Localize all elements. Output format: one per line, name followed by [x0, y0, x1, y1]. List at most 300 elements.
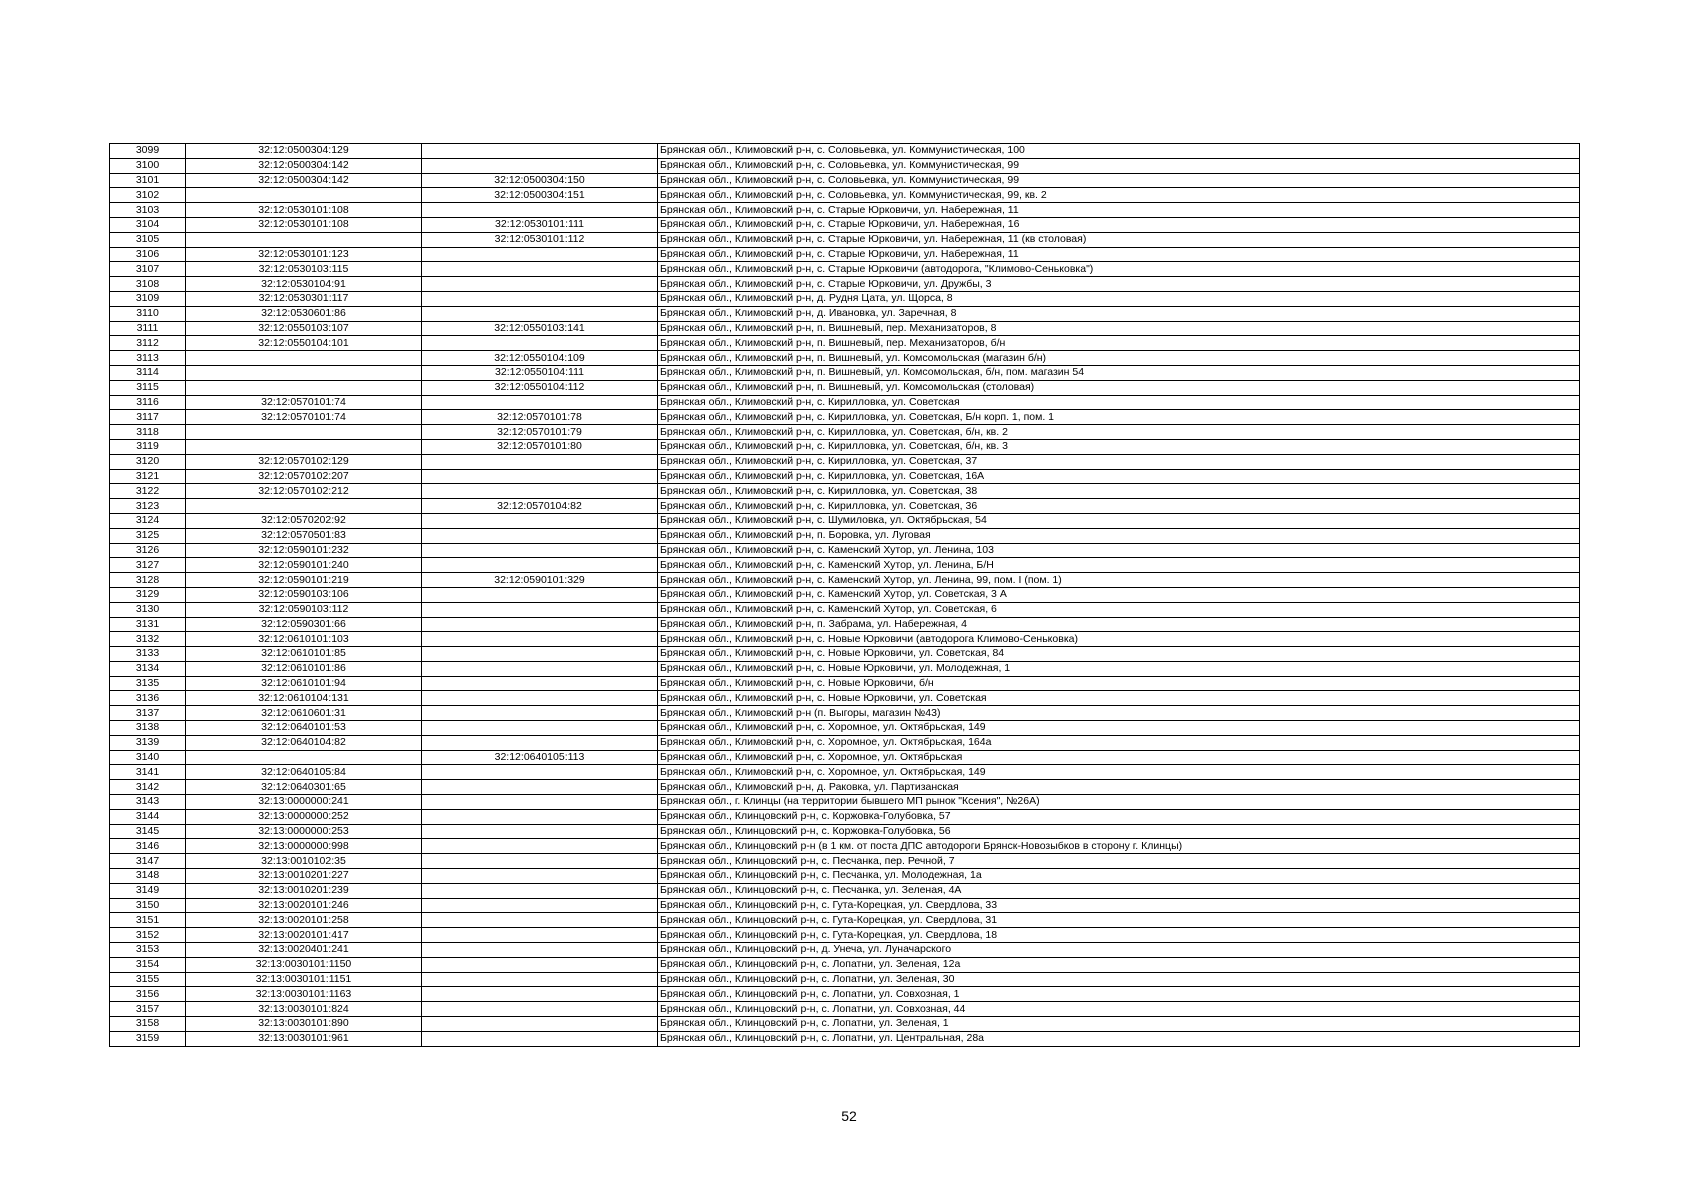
address-cell: Брянская обл., Клинцовский р-н, с. Гута-Корецкая, ул. Свердлова, 31 — [658, 913, 1580, 928]
object-cadastral-number-cell — [422, 765, 658, 780]
row-number-cell: 3155 — [110, 972, 186, 987]
row-number-cell: 3123 — [110, 499, 186, 514]
table-row — [110, 351, 1580, 366]
land-cadastral-number-cell: 32:13:0010201:227 — [186, 869, 422, 884]
land-cadastral-number-cell — [186, 439, 422, 454]
table-row — [110, 262, 1580, 277]
table-row — [110, 365, 1580, 380]
address-cell: Брянская обл., Климовский р-н, с. Кирилловка, ул. Советская — [658, 395, 1580, 410]
row-number-cell: 3147 — [110, 854, 186, 869]
row-number-cell: 3140 — [110, 750, 186, 765]
address-cell: Брянская обл., Клинцовский р-н, с. Лопатни, ул. Зеленая, 30 — [658, 972, 1580, 987]
address-cell: Брянская обл., Клинцовский р-н, с. Лопатни, ул. Совхозная, 1 — [658, 987, 1580, 1002]
object-cadastral-number-cell: 32:12:0570101:79 — [422, 425, 658, 440]
object-cadastral-number-cell: 32:12:0550103:141 — [422, 321, 658, 336]
row-number-cell: 3127 — [110, 558, 186, 573]
address-cell: Брянская обл., Климовский р-н, п. Забрама, ул. Набережная, 4 — [658, 617, 1580, 632]
address-cell: Брянская обл., Климовский р-н, п. Вишневый, ул. Комсомольская, б/н, пом. магазин 54 — [658, 365, 1580, 380]
object-cadastral-number-cell — [422, 247, 658, 262]
row-number-cell: 3133 — [110, 647, 186, 662]
row-number-cell: 3104 — [110, 217, 186, 232]
table-row — [110, 380, 1580, 395]
object-cadastral-number-cell — [422, 587, 658, 602]
table-row — [110, 203, 1580, 218]
object-cadastral-number-cell — [422, 632, 658, 647]
table-row — [110, 765, 1580, 780]
row-number-cell: 3105 — [110, 232, 186, 247]
object-cadastral-number-cell — [422, 898, 658, 913]
address-cell: Брянская обл., Климовский р-н, с. Старые Юрковичи, ул. Дружбы, 3 — [658, 277, 1580, 292]
table-row — [110, 247, 1580, 262]
address-cell: Брянская обл., Клинцовский р-н, с. Коржовка-Голубовка, 56 — [658, 824, 1580, 839]
object-cadastral-number-cell: 32:12:0550104:111 — [422, 365, 658, 380]
object-cadastral-number-cell — [422, 395, 658, 410]
object-cadastral-number-cell: 32:12:0640105:113 — [422, 750, 658, 765]
land-cadastral-number-cell: 32:12:0640101:53 — [186, 721, 422, 736]
object-cadastral-number-cell — [422, 972, 658, 987]
land-cadastral-number-cell — [186, 365, 422, 380]
address-cell: Брянская обл., Климовский р-н, с. Соловьевка, ул. Коммунистическая, 99 — [658, 173, 1580, 188]
object-cadastral-number-cell — [422, 809, 658, 824]
land-cadastral-number-cell: 32:13:0020101:417 — [186, 928, 422, 943]
address-cell: Брянская обл., Клинцовский р-н, с. Лопатни, ул. Зеленая, 1 — [658, 1017, 1580, 1032]
land-cadastral-number-cell: 32:12:0500304:142 — [186, 158, 422, 173]
address-cell: Брянская обл., Клинцовский р-н, с. Песчанка, ул. Зеленая, 4А — [658, 883, 1580, 898]
row-number-cell: 3124 — [110, 513, 186, 528]
row-number-cell: 3150 — [110, 898, 186, 913]
object-cadastral-number-cell — [422, 262, 658, 277]
row-number-cell: 3102 — [110, 188, 186, 203]
land-cadastral-number-cell: 32:12:0500304:142 — [186, 173, 422, 188]
table-row — [110, 676, 1580, 691]
table-row — [110, 795, 1580, 810]
land-cadastral-number-cell: 32:13:0030101:1150 — [186, 957, 422, 972]
address-cell: Брянская обл., г. Клинцы (на территории бывшего МП рынок "Ксения", №26А) — [658, 795, 1580, 810]
object-cadastral-number-cell — [422, 203, 658, 218]
address-cell: Брянская обл., Климовский р-н, д. Ивановка, ул. Заречная, 8 — [658, 306, 1580, 321]
address-cell: Брянская обл., Климовский р-н, с. Новые Юрковичи (автодорога Климово-Сеньковка) — [658, 632, 1580, 647]
table-row — [110, 454, 1580, 469]
address-cell: Брянская обл., Климовский р-н, с. Кирилловка, ул. Советская, 36 — [658, 499, 1580, 514]
object-cadastral-number-cell — [422, 735, 658, 750]
table-row — [110, 706, 1580, 721]
table-row — [110, 395, 1580, 410]
table-row — [110, 735, 1580, 750]
address-cell: Брянская обл., Климовский р-н, д. Рудня Цата, ул. Щорса, 8 — [658, 291, 1580, 306]
table-row — [110, 898, 1580, 913]
land-cadastral-number-cell: 32:12:0530101:108 — [186, 203, 422, 218]
address-cell: Брянская обл., Климовский р-н, с. Хоромное, ул. Октябрьская, 164а — [658, 735, 1580, 750]
address-cell: Брянская обл., Климовский р-н, с. Старые Юрковичи, ул. Набережная, 11 — [658, 247, 1580, 262]
row-number-cell: 3126 — [110, 543, 186, 558]
row-number-cell: 3103 — [110, 203, 186, 218]
row-number-cell: 3116 — [110, 395, 186, 410]
land-cadastral-number-cell: 32:12:0530103:115 — [186, 262, 422, 277]
object-cadastral-number-cell — [422, 854, 658, 869]
table-row — [110, 721, 1580, 736]
land-cadastral-number-cell: 32:12:0500304:129 — [186, 144, 422, 159]
address-cell: Брянская обл., Клинцовский р-н, с. Гута-Корецкая, ул. Свердлова, 18 — [658, 928, 1580, 943]
land-cadastral-number-cell: 32:12:0570501:83 — [186, 528, 422, 543]
address-cell: Брянская обл., Климовский р-н, с. Старые Юрковичи, ул. Набережная, 11 (кв столовая) — [658, 232, 1580, 247]
row-number-cell: 3110 — [110, 306, 186, 321]
address-cell: Брянская обл., Климовский р-н, с. Хоромное, ул. Октябрьская — [658, 750, 1580, 765]
table-row — [110, 232, 1580, 247]
land-cadastral-number-cell: 32:13:0020101:258 — [186, 913, 422, 928]
object-cadastral-number-cell — [422, 676, 658, 691]
land-cadastral-number-cell: 32:13:0020101:246 — [186, 898, 422, 913]
table-row — [110, 617, 1580, 632]
row-number-cell: 3156 — [110, 987, 186, 1002]
land-cadastral-number-cell: 32:13:0000000:252 — [186, 809, 422, 824]
object-cadastral-number-cell — [422, 543, 658, 558]
address-cell: Брянская обл., Клинцовский р-н, с. Коржовка-Голубовка, 57 — [658, 809, 1580, 824]
land-cadastral-number-cell: 32:13:0000000:998 — [186, 839, 422, 854]
object-cadastral-number-cell — [422, 277, 658, 292]
object-cadastral-number-cell: 32:12:0530101:111 — [422, 217, 658, 232]
address-cell: Брянская обл., Климовский р-н, с. Старые Юрковичи (автодорога, "Климово-Сеньковка") — [658, 262, 1580, 277]
address-cell: Брянская обл., Климовский р-н, с. Кирилловка, ул. Советская, 37 — [658, 454, 1580, 469]
land-cadastral-number-cell: 32:12:0550104:101 — [186, 336, 422, 351]
address-cell: Брянская обл., Клинцовский р-н, с. Лопатни, ул. Совхозная, 44 — [658, 1002, 1580, 1017]
address-cell: Брянская обл., Клинцовский р-н, с. Гута-Корецкая, ул. Свердлова, 33 — [658, 898, 1580, 913]
table-row — [110, 647, 1580, 662]
object-cadastral-number-cell — [422, 558, 658, 573]
table-body — [110, 144, 1580, 1047]
address-cell: Брянская обл., Климовский р-н, п. Вишневый, пер. Механизаторов, б/н — [658, 336, 1580, 351]
table-row — [110, 558, 1580, 573]
table-row — [110, 1031, 1580, 1046]
land-cadastral-number-cell: 32:12:0640104:82 — [186, 735, 422, 750]
land-cadastral-number-cell: 32:12:0530104:91 — [186, 277, 422, 292]
address-cell: Брянская обл., Климовский р-н, п. Вишневый, ул. Комсомольская (столовая) — [658, 380, 1580, 395]
table-row — [110, 987, 1580, 1002]
row-number-cell: 3138 — [110, 721, 186, 736]
table-row — [110, 854, 1580, 869]
address-cell: Брянская обл., Климовский р-н, д. Раковка, ул. Партизанская — [658, 780, 1580, 795]
table-row — [110, 928, 1580, 943]
address-cell: Брянская обл., Клинцовский р-н, с. Песчанка, пер. Речной, 7 — [658, 854, 1580, 869]
land-cadastral-number-cell: 32:13:0030101:961 — [186, 1031, 422, 1046]
land-cadastral-number-cell: 32:13:0000000:241 — [186, 795, 422, 810]
object-cadastral-number-cell — [422, 928, 658, 943]
land-cadastral-number-cell: 32:13:0030101:890 — [186, 1017, 422, 1032]
object-cadastral-number-cell — [422, 691, 658, 706]
table-row — [110, 780, 1580, 795]
land-cadastral-number-cell: 32:12:0530101:123 — [186, 247, 422, 262]
object-cadastral-number-cell — [422, 943, 658, 958]
table-row — [110, 957, 1580, 972]
land-cadastral-number-cell: 32:12:0610101:85 — [186, 647, 422, 662]
object-cadastral-number-cell — [422, 647, 658, 662]
object-cadastral-number-cell — [422, 721, 658, 736]
row-number-cell: 3114 — [110, 365, 186, 380]
table-row — [110, 809, 1580, 824]
address-cell: Брянская обл., Климовский р-н, с. Кирилловка, ул. Советская, Б/н корп. 1, пом. 1 — [658, 410, 1580, 425]
object-cadastral-number-cell — [422, 454, 658, 469]
object-cadastral-number-cell — [422, 869, 658, 884]
land-cadastral-number-cell: 32:13:0000000:253 — [186, 824, 422, 839]
land-cadastral-number-cell: 32:12:0570102:212 — [186, 484, 422, 499]
land-cadastral-number-cell: 32:12:0640105:84 — [186, 765, 422, 780]
address-cell: Брянская обл., Климовский р-н, с. Каменский Хутор, ул. Советская, 3 А — [658, 587, 1580, 602]
land-cadastral-number-cell: 32:12:0570101:74 — [186, 395, 422, 410]
table-row — [110, 1002, 1580, 1017]
address-cell: Брянская обл., Климовский р-н, с. Каменский Хутор, ул. Советская, 6 — [658, 602, 1580, 617]
address-cell: Брянская обл., Климовский р-н, с. Новые Юрковичи, ул. Советская, 84 — [658, 647, 1580, 662]
address-cell: Брянская обл., Климовский р-н, с. Каменский Хутор, ул. Ленина, 99, пом. I (пом. 1) — [658, 573, 1580, 588]
land-cadastral-number-cell: 32:12:0570202:92 — [186, 513, 422, 528]
address-cell: Брянская обл., Климовский р-н, с. Новые Юрковичи, б/н — [658, 676, 1580, 691]
property-register-table-container — [109, 143, 1579, 1047]
object-cadastral-number-cell — [422, 883, 658, 898]
row-number-cell: 3101 — [110, 173, 186, 188]
object-cadastral-number-cell — [422, 602, 658, 617]
address-cell: Брянская обл., Климовский р-н, с. Соловьевка, ул. Коммунистическая, 99 — [658, 158, 1580, 173]
row-number-cell: 3139 — [110, 735, 186, 750]
row-number-cell: 3125 — [110, 528, 186, 543]
row-number-cell: 3145 — [110, 824, 186, 839]
table-row — [110, 158, 1580, 173]
table-row — [110, 543, 1580, 558]
object-cadastral-number-cell — [422, 336, 658, 351]
land-cadastral-number-cell — [186, 425, 422, 440]
page-number: 52 — [841, 1108, 857, 1124]
object-cadastral-number-cell — [422, 824, 658, 839]
land-cadastral-number-cell: 32:13:0010201:239 — [186, 883, 422, 898]
object-cadastral-number-cell: 32:12:0570101:80 — [422, 439, 658, 454]
row-number-cell: 3135 — [110, 676, 186, 691]
object-cadastral-number-cell — [422, 513, 658, 528]
table-row — [110, 173, 1580, 188]
land-cadastral-number-cell: 32:12:0640301:65 — [186, 780, 422, 795]
row-number-cell: 3132 — [110, 632, 186, 647]
table-row — [110, 691, 1580, 706]
table-row — [110, 513, 1580, 528]
row-number-cell: 3154 — [110, 957, 186, 972]
row-number-cell: 3120 — [110, 454, 186, 469]
row-number-cell: 3106 — [110, 247, 186, 262]
land-cadastral-number-cell: 32:13:0030101:824 — [186, 1002, 422, 1017]
row-number-cell: 3131 — [110, 617, 186, 632]
row-number-cell: 3159 — [110, 1031, 186, 1046]
table-row — [110, 499, 1580, 514]
table-row — [110, 321, 1580, 336]
table-row — [110, 661, 1580, 676]
row-number-cell: 3128 — [110, 573, 186, 588]
address-cell: Брянская обл., Климовский р-н, с. Новые Юрковичи, ул. Советская — [658, 691, 1580, 706]
land-cadastral-number-cell — [186, 351, 422, 366]
table-row — [110, 528, 1580, 543]
row-number-cell: 3136 — [110, 691, 186, 706]
row-number-cell: 3117 — [110, 410, 186, 425]
row-number-cell: 3122 — [110, 484, 186, 499]
object-cadastral-number-cell — [422, 661, 658, 676]
address-cell: Брянская обл., Климовский р-н, с. Кирилловка, ул. Советская, 16А — [658, 469, 1580, 484]
object-cadastral-number-cell: 32:12:0550104:112 — [422, 380, 658, 395]
table-row — [110, 188, 1580, 203]
table-row — [110, 425, 1580, 440]
row-number-cell: 3152 — [110, 928, 186, 943]
row-number-cell: 3157 — [110, 1002, 186, 1017]
land-cadastral-number-cell: 32:12:0590101:232 — [186, 543, 422, 558]
address-cell: Брянская обл., Климовский р-н, с. Каменский Хутор, ул. Ленина, 103 — [658, 543, 1580, 558]
row-number-cell: 3146 — [110, 839, 186, 854]
table-row — [110, 602, 1580, 617]
land-cadastral-number-cell: 32:12:0530301:117 — [186, 291, 422, 306]
table-row — [110, 1017, 1580, 1032]
row-number-cell: 3112 — [110, 336, 186, 351]
address-cell: Брянская обл., Климовский р-н, с. Соловьевка, ул. Коммунистическая, 100 — [658, 144, 1580, 159]
table-row — [110, 913, 1580, 928]
table-row — [110, 632, 1580, 647]
object-cadastral-number-cell — [422, 1017, 658, 1032]
table-row — [110, 869, 1580, 884]
object-cadastral-number-cell — [422, 839, 658, 854]
table-row — [110, 943, 1580, 958]
row-number-cell: 3118 — [110, 425, 186, 440]
table-row — [110, 336, 1580, 351]
object-cadastral-number-cell — [422, 957, 658, 972]
land-cadastral-number-cell: 32:12:0530601:86 — [186, 306, 422, 321]
land-cadastral-number-cell: 32:12:0570102:129 — [186, 454, 422, 469]
row-number-cell: 3129 — [110, 587, 186, 602]
land-cadastral-number-cell: 32:12:0570101:74 — [186, 410, 422, 425]
table-row — [110, 277, 1580, 292]
row-number-cell: 3149 — [110, 883, 186, 898]
row-number-cell: 3151 — [110, 913, 186, 928]
address-cell: Брянская обл., Климовский р-н, п. Вишневый, пер. Механизаторов, 8 — [658, 321, 1580, 336]
land-cadastral-number-cell: 32:12:0610101:103 — [186, 632, 422, 647]
row-number-cell: 3115 — [110, 380, 186, 395]
table-row — [110, 291, 1580, 306]
object-cadastral-number-cell: 32:12:0570104:82 — [422, 499, 658, 514]
row-number-cell: 3130 — [110, 602, 186, 617]
object-cadastral-number-cell — [422, 706, 658, 721]
address-cell: Брянская обл., Климовский р-н, с. Новые Юрковичи, ул. Молодежная, 1 — [658, 661, 1580, 676]
row-number-cell: 3100 — [110, 158, 186, 173]
object-cadastral-number-cell: 32:12:0550104:109 — [422, 351, 658, 366]
land-cadastral-number-cell: 32:12:0590101:240 — [186, 558, 422, 573]
object-cadastral-number-cell — [422, 1031, 658, 1046]
table-row — [110, 750, 1580, 765]
row-number-cell: 3143 — [110, 795, 186, 810]
row-number-cell: 3113 — [110, 351, 186, 366]
land-cadastral-number-cell: 32:12:0530101:108 — [186, 217, 422, 232]
table-row — [110, 587, 1580, 602]
object-cadastral-number-cell — [422, 795, 658, 810]
land-cadastral-number-cell — [186, 499, 422, 514]
land-cadastral-number-cell: 32:12:0610601:31 — [186, 706, 422, 721]
object-cadastral-number-cell — [422, 1002, 658, 1017]
object-cadastral-number-cell — [422, 291, 658, 306]
row-number-cell: 3144 — [110, 809, 186, 824]
land-cadastral-number-cell — [186, 232, 422, 247]
address-cell: Брянская обл., Климовский р-н, с. Старые Юрковичи, ул. Набережная, 16 — [658, 217, 1580, 232]
address-cell: Брянская обл., Клинцовский р-н, с. Лопатни, ул. Центральная, 28а — [658, 1031, 1580, 1046]
row-number-cell: 3108 — [110, 277, 186, 292]
table-row — [110, 410, 1580, 425]
address-cell: Брянская обл., Климовский р-н, с. Кирилловка, ул. Советская, 38 — [658, 484, 1580, 499]
row-number-cell: 3148 — [110, 869, 186, 884]
address-cell: Брянская обл., Клинцовский р-н, с. Лопатни, ул. Зеленая, 12а — [658, 957, 1580, 972]
address-cell: Брянская обл., Клинцовский р-н, с. Песчанка, ул. Молодежная, 1а — [658, 869, 1580, 884]
land-cadastral-number-cell: 32:12:0550103:107 — [186, 321, 422, 336]
object-cadastral-number-cell — [422, 913, 658, 928]
object-cadastral-number-cell — [422, 528, 658, 543]
address-cell: Брянская обл., Клинцовский р-н, д. Унеча, ул. Луначарского — [658, 943, 1580, 958]
object-cadastral-number-cell — [422, 780, 658, 795]
table-row — [110, 839, 1580, 854]
table-row — [110, 972, 1580, 987]
land-cadastral-number-cell: 32:13:0030101:1163 — [186, 987, 422, 1002]
object-cadastral-number-cell — [422, 987, 658, 1002]
row-number-cell: 3134 — [110, 661, 186, 676]
row-number-cell: 3158 — [110, 1017, 186, 1032]
address-cell: Брянская обл., Климовский р-н, с. Хоромное, ул. Октябрьская, 149 — [658, 721, 1580, 736]
land-cadastral-number-cell — [186, 188, 422, 203]
row-number-cell: 3109 — [110, 291, 186, 306]
table-row — [110, 439, 1580, 454]
row-number-cell: 3121 — [110, 469, 186, 484]
table-row — [110, 469, 1580, 484]
address-cell: Брянская обл., Клинцовский р-н (в 1 км. от поста ДПС автодороги Брянск-Новозыбков в сторону г. Клинцы) — [658, 839, 1580, 854]
address-cell: Брянская обл., Климовский р-н, с. Хоромное, ул. Октябрьская, 149 — [658, 765, 1580, 780]
address-cell: Брянская обл., Климовский р-н, с. Кирилловка, ул. Советская, б/н, кв. 3 — [658, 439, 1580, 454]
land-cadastral-number-cell: 32:12:0570102:207 — [186, 469, 422, 484]
land-cadastral-number-cell: 32:12:0610101:94 — [186, 676, 422, 691]
table-row — [110, 573, 1580, 588]
table-row — [110, 306, 1580, 321]
table-row — [110, 484, 1580, 499]
row-number-cell: 3119 — [110, 439, 186, 454]
land-cadastral-number-cell: 32:13:0030101:1151 — [186, 972, 422, 987]
table-row — [110, 217, 1580, 232]
land-cadastral-number-cell: 32:13:0010102:35 — [186, 854, 422, 869]
table-row — [110, 144, 1580, 159]
land-cadastral-number-cell: 32:12:0610101:86 — [186, 661, 422, 676]
row-number-cell: 3099 — [110, 144, 186, 159]
address-cell: Брянская обл., Климовский р-н (п. Выгоры, магазин №43) — [658, 706, 1580, 721]
row-number-cell: 3137 — [110, 706, 186, 721]
object-cadastral-number-cell — [422, 617, 658, 632]
address-cell: Брянская обл., Климовский р-н, с. Каменский Хутор, ул. Ленина, Б/Н — [658, 558, 1580, 573]
land-cadastral-number-cell: 32:12:0610104:131 — [186, 691, 422, 706]
row-number-cell: 3153 — [110, 943, 186, 958]
address-cell: Брянская обл., Климовский р-н, с. Соловьевка, ул. Коммунистическая, 99, кв. 2 — [658, 188, 1580, 203]
address-cell: Брянская обл., Климовский р-н, п. Боровка, ул. Луговая — [658, 528, 1580, 543]
object-cadastral-number-cell — [422, 144, 658, 159]
land-cadastral-number-cell: 32:12:0590301:66 — [186, 617, 422, 632]
table-row — [110, 883, 1580, 898]
object-cadastral-number-cell: 32:12:0570101:78 — [422, 410, 658, 425]
land-cadastral-number-cell: 32:12:0590101:219 — [186, 573, 422, 588]
land-cadastral-number-cell: 32:12:0590103:106 — [186, 587, 422, 602]
object-cadastral-number-cell — [422, 158, 658, 173]
property-register-table — [109, 143, 1580, 1047]
object-cadastral-number-cell — [422, 469, 658, 484]
object-cadastral-number-cell: 32:12:0500304:151 — [422, 188, 658, 203]
object-cadastral-number-cell: 32:12:0500304:150 — [422, 173, 658, 188]
table-row — [110, 824, 1580, 839]
object-cadastral-number-cell: 32:12:0590101:329 — [422, 573, 658, 588]
land-cadastral-number-cell: 32:13:0020401:241 — [186, 943, 422, 958]
land-cadastral-number-cell — [186, 380, 422, 395]
object-cadastral-number-cell — [422, 484, 658, 499]
object-cadastral-number-cell: 32:12:0530101:112 — [422, 232, 658, 247]
land-cadastral-number-cell — [186, 750, 422, 765]
row-number-cell: 3107 — [110, 262, 186, 277]
